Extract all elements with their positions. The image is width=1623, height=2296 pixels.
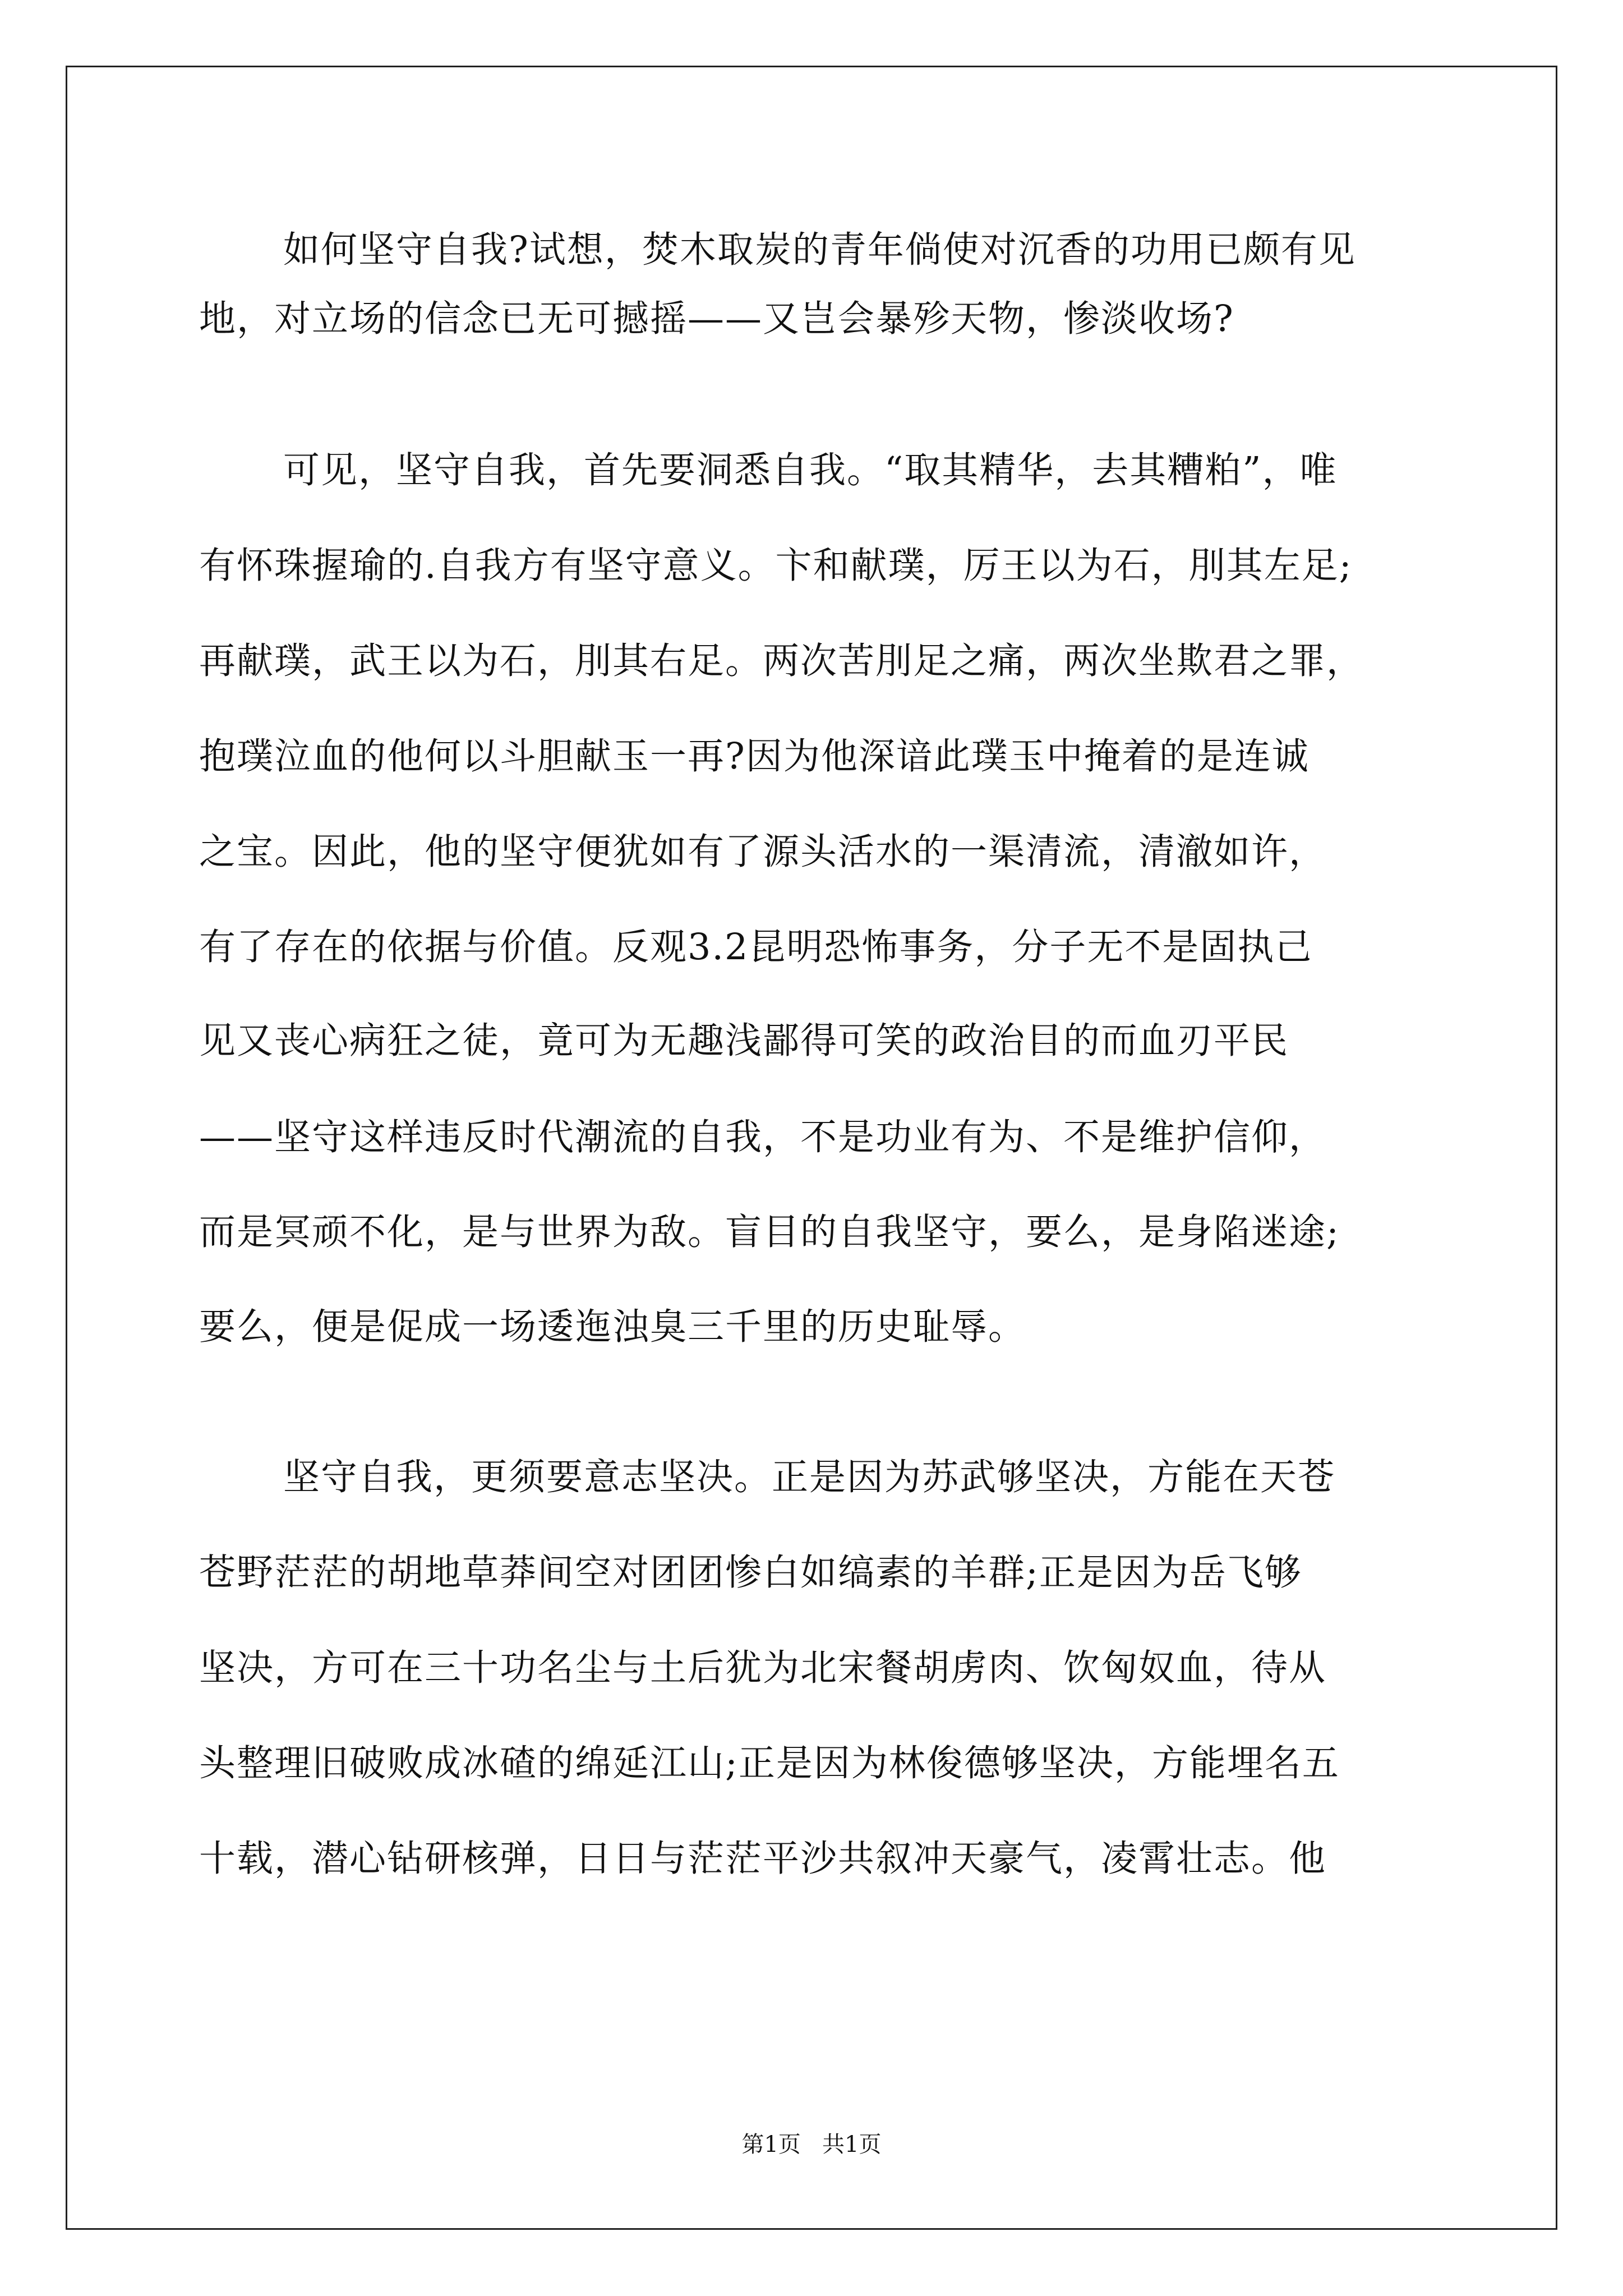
text-line: 而是冥顽不化，是与世界为敌。盲目的自我坚守，要么，是身陷迷途; [199, 1211, 1340, 1253]
text-line: 十载，潜心钻研核弹，日日与茫茫平沙共叙冲天豪气，凌霄壮志。他 [199, 1838, 1327, 1880]
text-line: 头整理旧破败成冰碴的绵延江山;正是因为林俊德够坚决，方能埋名五 [199, 1742, 1340, 1784]
text-line: 要么，便是促成一场逶迤浊臭三千里的历史耻辱。 [199, 1306, 1026, 1348]
text-line: 苍野茫茫的胡地草莽间空对团团惨白如缟素的羊群;正是因为岳飞够 [199, 1552, 1302, 1594]
text-line: 坚决，方可在三十功名尘与土后犹为北宋餐胡虏肉、饮匈奴血，待从 [199, 1647, 1327, 1689]
text-line: 有怀珠握瑜的.自我方有坚守意义。卞和献璞，厉王以为石，刖其左足; [199, 545, 1353, 587]
text-line: 如何坚守自我?试想，焚木取炭的青年倘使对沉香的功用已颇有见 [283, 229, 1356, 271]
text-line: 地，对立场的信念已无可撼摇——又岂会暴殄天物，惨淡收场? [199, 298, 1234, 340]
text-line: 坚守自我，更须要意志坚决。正是因为苏武够坚决，方能在天苍 [283, 1456, 1336, 1498]
text-line: 抱璞泣血的他何以斗胆献玉一再?因为他深谙此璞玉中掩着的是连诚 [199, 735, 1310, 777]
text-line: 可见，坚守自我，首先要洞悉自我。“取其精华，去其糟粕”，唯 [283, 449, 1338, 491]
text-line: 见又丧心病狂之徒，竟可为无趣浅鄙得可笑的政治目的而血刃平民 [199, 1020, 1289, 1062]
text-line: ——坚守这样违反时代潮流的自我，不是功业有为、不是维护信仰， [199, 1116, 1327, 1158]
text-line: 有了存在的依据与价值。反观3.2昆明恐怖事务，分子无不是固执己 [199, 926, 1313, 968]
page-footer: 第1页 共1页 [741, 2132, 882, 2157]
text-line: 再献璞，武王以为石，刖其右足。两次苦刖足之痛，两次坐欺君之罪， [199, 640, 1364, 682]
text-line: 之宝。因此，他的坚守便犹如有了源头活水的一渠清流，清澈如许， [199, 831, 1327, 873]
